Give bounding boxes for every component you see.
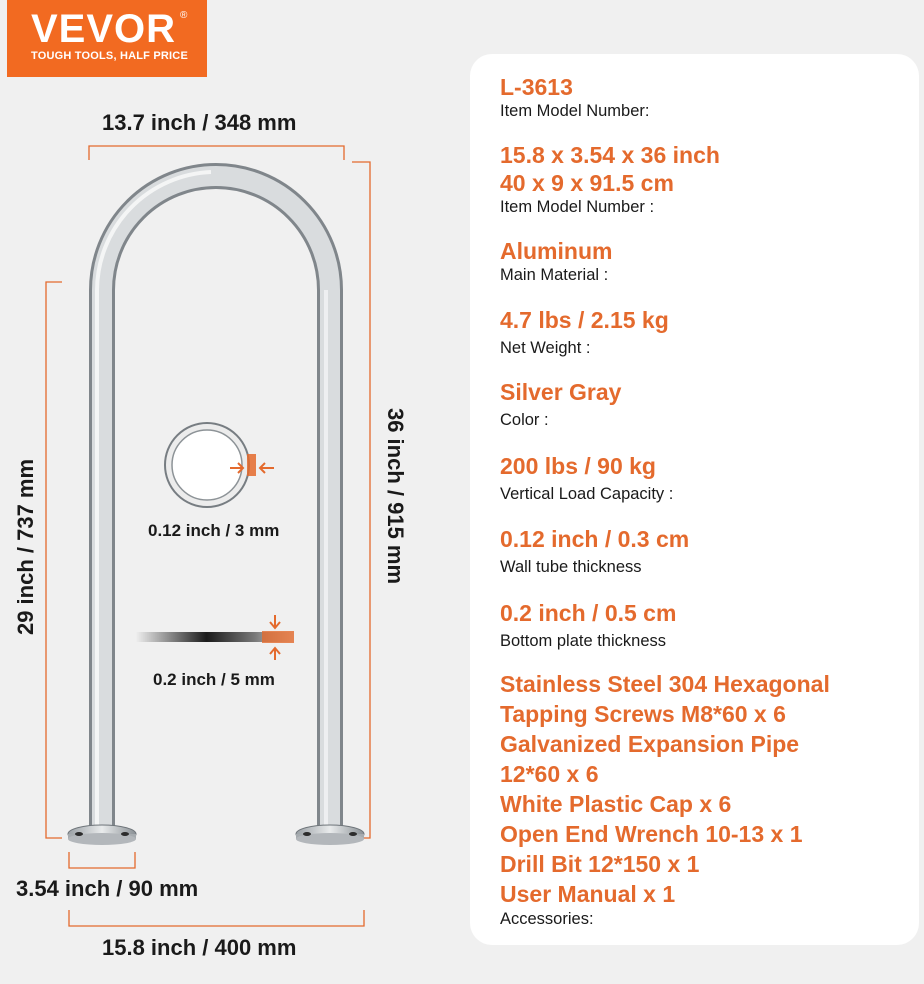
tube-cross-section-icon — [165, 423, 274, 507]
spec-label: Color : — [500, 411, 549, 429]
spec-label: Wall tube thickness — [500, 558, 642, 576]
plate-cross-section-icon — [135, 615, 294, 660]
brand-tagline: TOUGH TOOLS, HALF PRICE — [31, 50, 188, 62]
spec-label: Item Model Number: — [500, 102, 650, 120]
spec-panel — [470, 54, 919, 945]
base-diameter-bracket — [69, 852, 135, 868]
registered-mark: ® — [180, 10, 188, 21]
leg-height-bracket — [46, 282, 62, 838]
right-base-plate — [296, 825, 364, 845]
total-height-bracket — [352, 162, 370, 838]
spec-value: Silver Gray — [500, 379, 622, 405]
spec-value: 4.7 lbs / 2.15 kg — [500, 307, 669, 333]
spec-wall-thickness — [500, 525, 689, 578]
leg-height-label: 29 inch / 737 mm — [13, 458, 38, 636]
base-diameter-label: 3.54 inch / 90 mm — [16, 876, 199, 901]
left-base-plate — [68, 825, 136, 845]
spec-value-metric: 40 x 9 x 91.5 cm — [500, 170, 674, 196]
accessory-item: Galvanized Expansion Pipe — [500, 731, 800, 757]
base-width-label: 15.8 inch / 400 mm — [102, 935, 297, 960]
spec-color — [500, 378, 621, 431]
spec-value: 200 lbs / 90 kg — [500, 453, 656, 479]
accessory-item: Drill Bit 12*150 x 1 — [500, 851, 700, 877]
spec-value: Aluminum — [500, 238, 613, 264]
spec-plate-thickness — [500, 599, 676, 652]
spec-value: 0.2 inch / 0.5 cm — [500, 600, 677, 626]
spec-label: Net Weight : — [500, 339, 591, 357]
accessories-label: Accessories: — [500, 910, 594, 928]
spec-value: 15.8 x 3.54 x 36 inch — [500, 142, 720, 168]
top-width-label: 13.7 inch / 348 mm — [102, 110, 297, 135]
spec-value: 0.12 inch / 0.3 cm — [500, 526, 690, 552]
spec-weight — [500, 306, 669, 359]
plate-thickness-label: 0.2 inch / 5 mm — [153, 670, 275, 689]
spec-model — [500, 73, 649, 122]
brand-name: VEVOR — [31, 7, 177, 51]
spec-label: Item Model Number : — [500, 198, 655, 216]
tube-wall-label: 0.12 inch / 3 mm — [148, 521, 280, 540]
accessory-item: White Plastic Cap x 6 — [500, 791, 732, 817]
total-height-label: 36 inch / 915 mm — [383, 407, 408, 585]
spec-label: Main Material : — [500, 266, 609, 284]
accessory-item: Stainless Steel 304 Hexagonal — [500, 671, 830, 697]
accessory-item: User Manual x 1 — [500, 881, 676, 907]
spec-load-capacity — [500, 452, 673, 505]
base-width-bracket — [69, 910, 364, 926]
spec-dimensions — [500, 141, 720, 218]
accessories-list — [500, 669, 830, 929]
top-width-bracket — [89, 146, 344, 160]
spec-material — [500, 237, 612, 286]
accessory-item: Tapping Screws M8*60 x 6 — [500, 701, 786, 727]
accessory-item: 12*60 x 6 — [500, 761, 599, 787]
accessory-item: Open End Wrench 10-13 x 1 — [500, 821, 803, 847]
spec-label: Vertical Load Capacity : — [500, 485, 674, 503]
spec-value: L-3613 — [500, 74, 573, 100]
spec-label: Bottom plate thickness — [500, 632, 666, 650]
